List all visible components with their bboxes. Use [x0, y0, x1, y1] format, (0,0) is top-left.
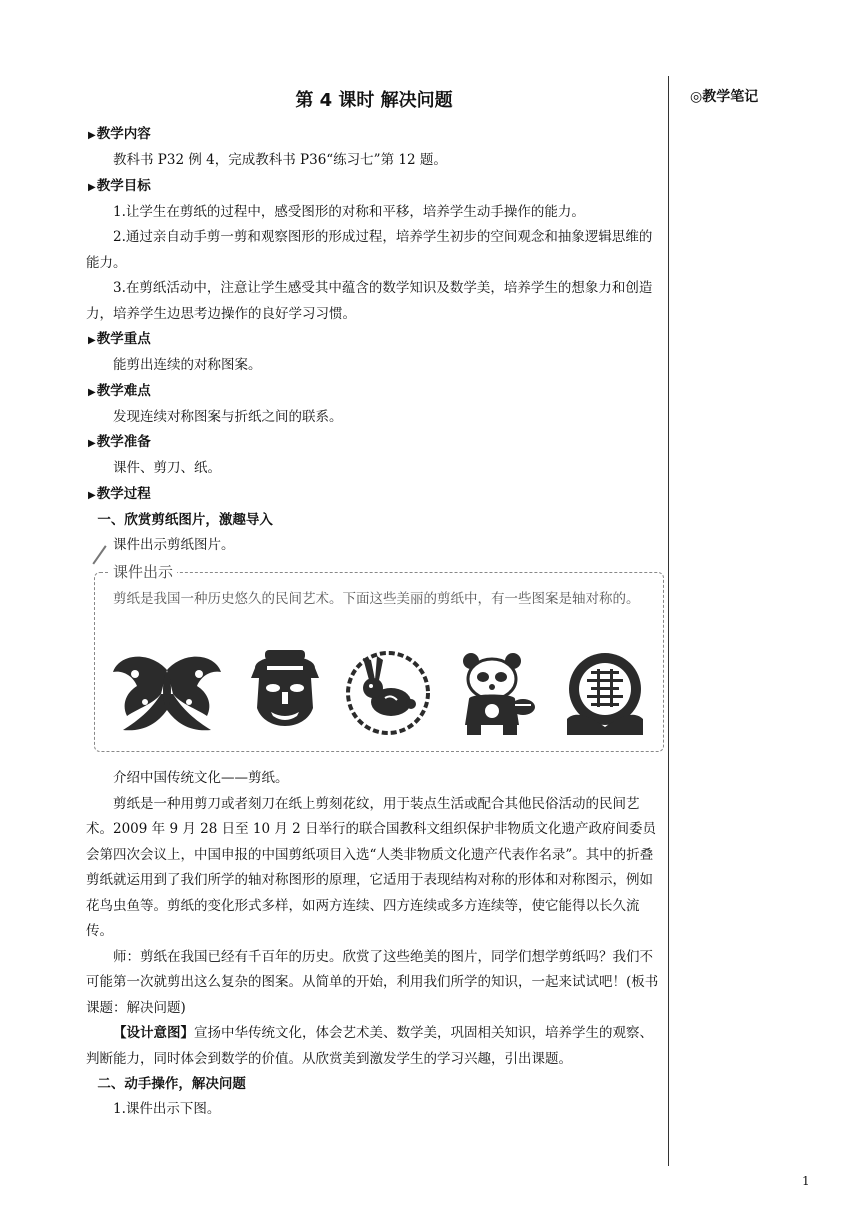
opera-mask-papercut-image [245, 648, 325, 738]
design-intent-text: 宣扬中华传统文化，体会艺术美、数学美，巩固相关知识，培养学生的观察、判断能力，同时体会到数学的价值。从欣赏美到激发学生的学习兴趣，引出课题。 [86, 1025, 653, 1067]
design-intent [86, 1021, 662, 1072]
step-1-text: 课件出示剪纸图片。 [113, 536, 235, 553]
lesson-content [86, 80, 662, 1123]
section-heading-difficulty: ▶教学难点 [88, 382, 151, 399]
step-1-heading: 一、欣赏剪纸图片，激趣导入 [97, 511, 273, 528]
triangle-bullet-icon: ▶ [88, 489, 96, 501]
courseware-text: 剪纸是我国一种历史悠久的民间艺术。下面这些美丽的剪纸中，有一些图案是轴对称的。 [113, 591, 640, 607]
section-heading-preparation: ▶教学准备 [88, 434, 151, 450]
triangle-bullet-icon: ▶ [88, 386, 96, 398]
papercut-paragraph: 剪纸是一种用剪刀或者刻刀在纸上剪刻花纹，用于装点生活或配合其他民俗活动的民间艺术。2009 年 9 月 28 日至 10 月 2 日举行的联合国教科文组织保护非物质文化遗产政府间委员会第四次会议上，中国申报的中国剪纸项目入选“人类非物质文化遗产代表作名录”。其中的折叠剪纸就运用到了我们所学的轴对称图形的原理，它适用于表现结构对称的形体和对称图示，例如花鸟虫鱼等。剪纸的变化形式多样，如两方连续、四方连续或多方连续等，使它能得以长久流传。 [86, 795, 657, 939]
key-text: 能剪出连续的对称图案。 [113, 357, 262, 373]
papercut-gallery [109, 647, 653, 739]
step-2-text: 1.课件出示下图。 [113, 1101, 221, 1117]
intro-text: 介绍中国传统文化——剪纸。 [113, 770, 289, 786]
goal-2: 2.通过亲自动手剪一剪和观察图形的形成过程，培养学生初步的空间观念和抽象逻辑思维的能力。 [86, 229, 653, 271]
triangle-bullet-icon: ▶ [88, 335, 96, 346]
preparation-text: 课件、剪刀、纸。 [113, 460, 221, 476]
section-heading-goals: ▶教学目标 [88, 177, 151, 194]
margin-divider [668, 76, 669, 1166]
step-2-heading: 二、动手操作，解决问题 [97, 1076, 246, 1092]
page-title: 第 4 课时 解决问题 [295, 90, 453, 111]
triangle-bullet-icon: ▶ [88, 438, 96, 449]
triangle-bullet-icon: ▶ [88, 130, 96, 141]
courseware-box [94, 563, 664, 752]
butterfly-papercut-image [109, 650, 225, 736]
design-intent-label: 【设计意图】 [113, 1025, 194, 1041]
panda-papercut-image [451, 649, 537, 737]
section-heading-content: ▶教学内容 [88, 126, 151, 142]
content-text: 教科书 P32 例 4，完成教科书 P36“练习七”第 12 题。 [113, 152, 447, 168]
triangle-bullet-icon: ▶ [88, 181, 96, 193]
goal-3: 3.在剪纸活动中，注意让学生感受其中蕴含的数学知识及数学美，培养学生的想象力和创造力，培养学生边思考边操作的良好学习习惯。 [86, 280, 653, 322]
difficulty-text: 发现连续对称图案与折纸之间的联系。 [113, 408, 343, 425]
courseware-label: 课件出示 [109, 561, 177, 582]
section-heading-process: ▶教学过程 [88, 485, 151, 502]
section-heading-key: ▶教学重点 [88, 331, 151, 347]
double-happiness-papercut-image [557, 649, 653, 737]
page-number: 1 [802, 1174, 810, 1188]
teacher-paragraph: 师：剪纸在我国已经有千百年的历史。欣赏了这些绝美的图片，同学们想学剪纸吗？我们不可能第一次就剪出这么复杂的图案。从简单的开始，利用我们所学的知识，一起来试试吧！(板书课题：解决问题) [86, 948, 659, 1016]
teaching-notes-label: ◎教学笔记 [690, 89, 759, 105]
rabbit-papercut-image [345, 650, 431, 736]
goal-1: 1.让学生在剪纸的过程中，感受图形的对称和平移，培养学生动手操作的能力。 [113, 203, 585, 220]
